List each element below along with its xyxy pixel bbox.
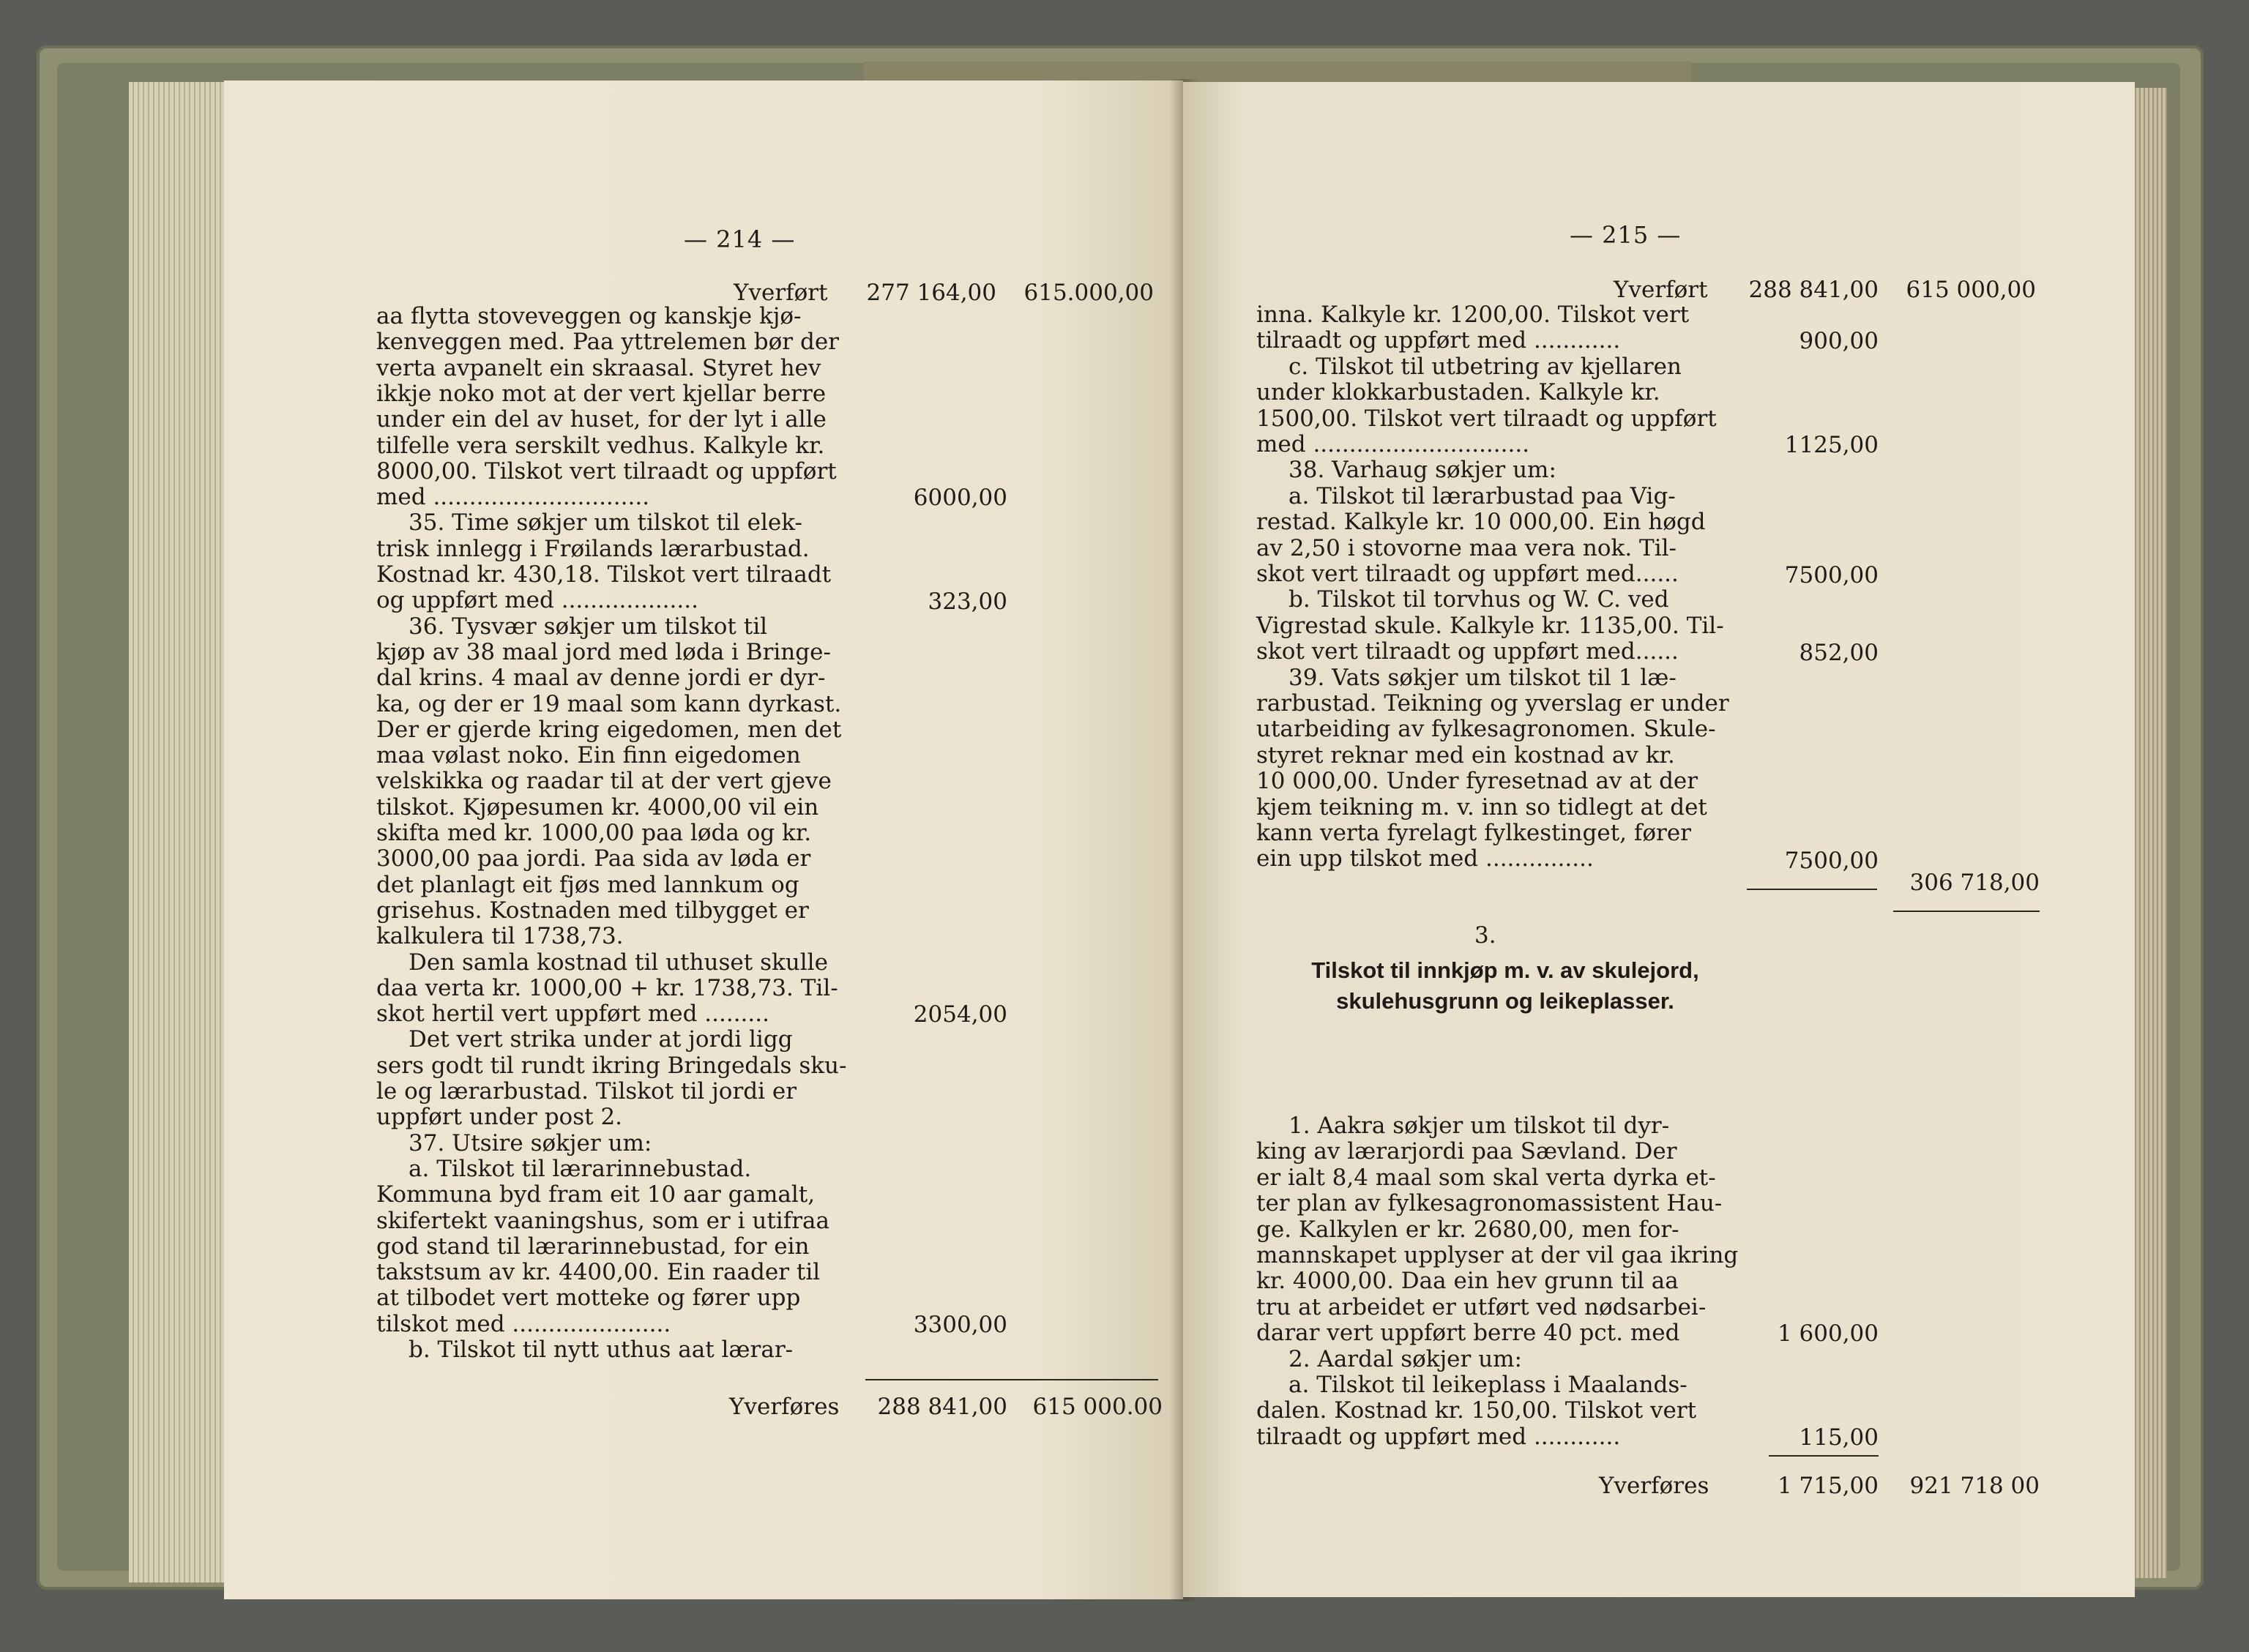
text-line: ka, og der er 19 maal som kann dyrkast. [376,690,842,717]
text-line: Kostnad kr. 430,18. Tilskot vert tilraadt [376,561,832,588]
text-line: utarbeiding av fylkesagronomen. Skule- [1256,716,1716,743]
text-line: kalkulera til 1738,73. [376,923,624,950]
section-heading: skulehusgrunn og leikeplasser. [1336,988,1674,1014]
text-line: 38. Varhaug søkjer um: [1288,457,1556,484]
text-line: trisk innlegg i Frøilands lærarbustad. [376,535,810,562]
text-line: darar vert uppført berre 40 pct. med [1256,1320,1680,1347]
text-line: det planlagt eit fjøs med lannkum og [376,871,799,898]
text-line: velskikka og raadar til at der vert gjeve [376,768,832,795]
text-line: 1. Aakra søkjer um tilskot til dyr- [1288,1113,1670,1139]
text-line: god stand til lærarinnebustad, for ein [376,1233,810,1260]
text-line: Det vert strika under at jordi ligg [409,1026,793,1053]
text-line: c. Tilskot til utbetring av kjellaren [1288,353,1682,380]
amount: 900,00 [1799,328,1879,354]
carry-out-label: Yverføres [729,1394,840,1420]
text-line: 3000,00 paa jordi. Paa sida av løda er [376,845,811,872]
carry-in-col2: 615.000,00 [1023,280,1154,306]
text-line: grisehus. Kostnaden med tilbygget er [376,897,809,924]
carry-in-col1: 277 164,00 [866,280,996,306]
text-line: le og lærarbustad. Tilskot til jordi er [376,1078,797,1105]
text-line: verta avpanelt ein skraasal. Styret hev [376,354,821,381]
amount: 6000,00 [913,485,1007,511]
page-number: — 214 — [684,225,796,253]
text-line: Kommuna byd fram eit 10 aar gamalt, [376,1181,816,1208]
text-line: uppført under post 2. [376,1104,623,1131]
carry-in-label: Yverført [1614,277,1708,303]
text-line: ikkje noko mot at der vert kjellar berre [376,380,827,407]
text-line: kenveggen med. Paa yttrelemen bør der [376,329,839,356]
text-line: under ein del av huset, for der lyt i alle [376,406,827,433]
amount: 2054,00 [913,1001,1007,1028]
text-line: styret reknar med ein kostnad av kr. [1256,741,1675,769]
text-line: med .............................. [376,484,650,511]
subtotal-underline [1893,911,2040,912]
carry-in-label: Yverført [734,280,828,306]
text-line: Den samla kostnad til uthuset skulle [409,949,828,976]
text-line: skifta med kr. 1000,00 paa løda og kr. [376,820,812,846]
carry-in-col1: 288 841,00 [1748,277,1879,303]
text-line: kann verta fyrelagt fylkestinget, fører [1256,820,1691,846]
text-line: og uppført med ................... [376,587,698,614]
carry-out-label: Yverføres [1599,1473,1709,1499]
right-page [1183,82,2135,1597]
text-line: er ialt 8,4 maal som skal verta dyrka et- [1256,1164,1716,1191]
text-line: tru at arbeidet er utført ved nødsarbei- [1256,1293,1707,1320]
text-line: restad. Kalkyle kr. 10 000,00. Ein høgd [1256,509,1706,536]
text-line: Der er gjerde kring eigedomen, men det [376,716,842,743]
text-line: takstsum av kr. 4400,00. Ein raader til [376,1259,821,1286]
text-line: skifertekt vaaningshus, som er i utifraa [376,1207,829,1234]
carry-out-col1: 1 715,00 [1777,1473,1879,1499]
total-rule [865,1379,1158,1380]
text-line: tilraadt og uppført med ............ [1256,1423,1621,1450]
text-line: a. Tilskot til lærarbustad paa Vig- [1288,482,1676,509]
page-number: — 215 — [1570,221,1682,249]
carry-out-col2: 921 718 00 [1909,1473,2040,1499]
amount: 3300,00 [913,1312,1007,1338]
amount: 7500,00 [1784,562,1879,588]
amount: 323,00 [928,588,1007,615]
amount: 7500,00 [1784,848,1879,874]
carry-out-col1: 288 841,00 [877,1394,1007,1420]
text-line: ter plan av fylkesagronomassistent Hau- [1256,1190,1723,1217]
text-line: 35. Time søkjer um tilskot til elek- [409,509,802,537]
text-line: dalen. Kostnad kr. 150,00. Tilskot vert [1256,1397,1697,1424]
text-line: tilskot. Kjøpesumen kr. 4000,00 vil ein [376,793,819,821]
text-line: av 2,50 i stovorne maa vera nok. Til- [1256,534,1677,561]
text-line: ein upp tilskot med ............... [1256,845,1594,872]
text-line: kjøp av 38 maal jord med løda i Bringe- [376,638,831,665]
text-line: tilfelle vera serskilt vedhus. Kalkyle kr. [376,432,825,459]
text-line: a. Tilskot til lærarinnebustad. [409,1155,752,1182]
text-line: 36. Tysvær søkjer um tilskot til [409,613,768,640]
text-line: mannskapet upplyser at der vil gaa ikring [1256,1242,1739,1268]
text-line: skot hertil vert uppført med ......... [376,1001,769,1028]
text-line: dal krins. 4 maal av denne jordi er dyr- [376,665,826,692]
text-line: 1500,00. Tilskot vert tilraadt og uppført [1256,405,1717,432]
left-page [224,81,1183,1599]
text-line: 37. Utsire søkjer um: [409,1129,652,1156]
text-line: sers godt til rundt ikring Bringedals sku- [376,1052,847,1079]
text-line: kr. 4000,00. Daa ein hev grunn til aa [1256,1268,1679,1295]
subtotal-rule [1747,889,1877,890]
text-line: aa flytta stoveveggen og kanskje kjø- [376,303,802,329]
text-line: skot vert tilraadt og uppført med...... [1256,638,1679,665]
text-line: tilskot med ...................... [376,1310,671,1337]
text-line: maa vølast noko. Ein finn eigedomen [376,742,801,769]
section-number: 3. [1474,922,1496,949]
subtotal: 306 718,00 [1909,870,2040,896]
text-line: at tilbodet vert motteke og fører upp [376,1285,801,1312]
section-heading: Tilskot til innkjøp m. v. av skulejord, [1311,957,1699,983]
text-line: tilraadt og uppført med ............ [1256,327,1621,354]
text-line: 8000,00. Tilskot vert tilraadt og uppført [376,457,837,485]
text-line: 2. Aardal søkjer um: [1288,1345,1523,1372]
text-line: kjem teikning m. v. inn so tidlegt at det [1256,793,1707,821]
carry-out-col2: 615 000.00 [1032,1394,1163,1420]
amount: 1 600,00 [1777,1320,1879,1347]
amount: 1125,00 [1784,432,1879,458]
text-line: king av lærarjordi paa Sævland. Der [1256,1138,1677,1165]
text-line: daa verta kr. 1000,00 + kr. 1738,73. Til- [376,974,838,1001]
carry-in-col2: 615 000,00 [1906,277,2036,303]
amount: 852,00 [1799,640,1879,666]
text-line: ge. Kalkylen er kr. 2680,00, men for- [1256,1216,1679,1243]
page-edges-left [129,82,231,1582]
text-line: rarbustad. Teikning og yverslag er under [1256,690,1729,717]
amount: 115,00 [1799,1424,1879,1451]
text-line: Vigrestad skule. Kalkyle kr. 1135,00. Til- [1256,612,1724,639]
text-line: 39. Vats søkjer um tilskot til 1 læ- [1288,664,1677,691]
text-line: a. Tilskot til leikeplass i Maalands- [1288,1372,1687,1398]
text-line: skot vert tilraadt og uppført med...... [1256,561,1679,587]
text-line: med .............................. [1256,431,1530,457]
text-line: under klokkarbustaden. Kalkyle kr. [1256,379,1660,406]
text-line: inna. Kalkyle kr. 1200,00. Tilskot vert [1256,302,1690,328]
text-line: 10 000,00. Under fyresetnad av at der [1256,768,1698,795]
text-line: b. Tilskot til torvhus og W. C. ved [1288,586,1669,613]
text-line: b. Tilskot til nytt uthus aat lærar- [409,1337,794,1363]
total-rule [1769,1455,1879,1457]
